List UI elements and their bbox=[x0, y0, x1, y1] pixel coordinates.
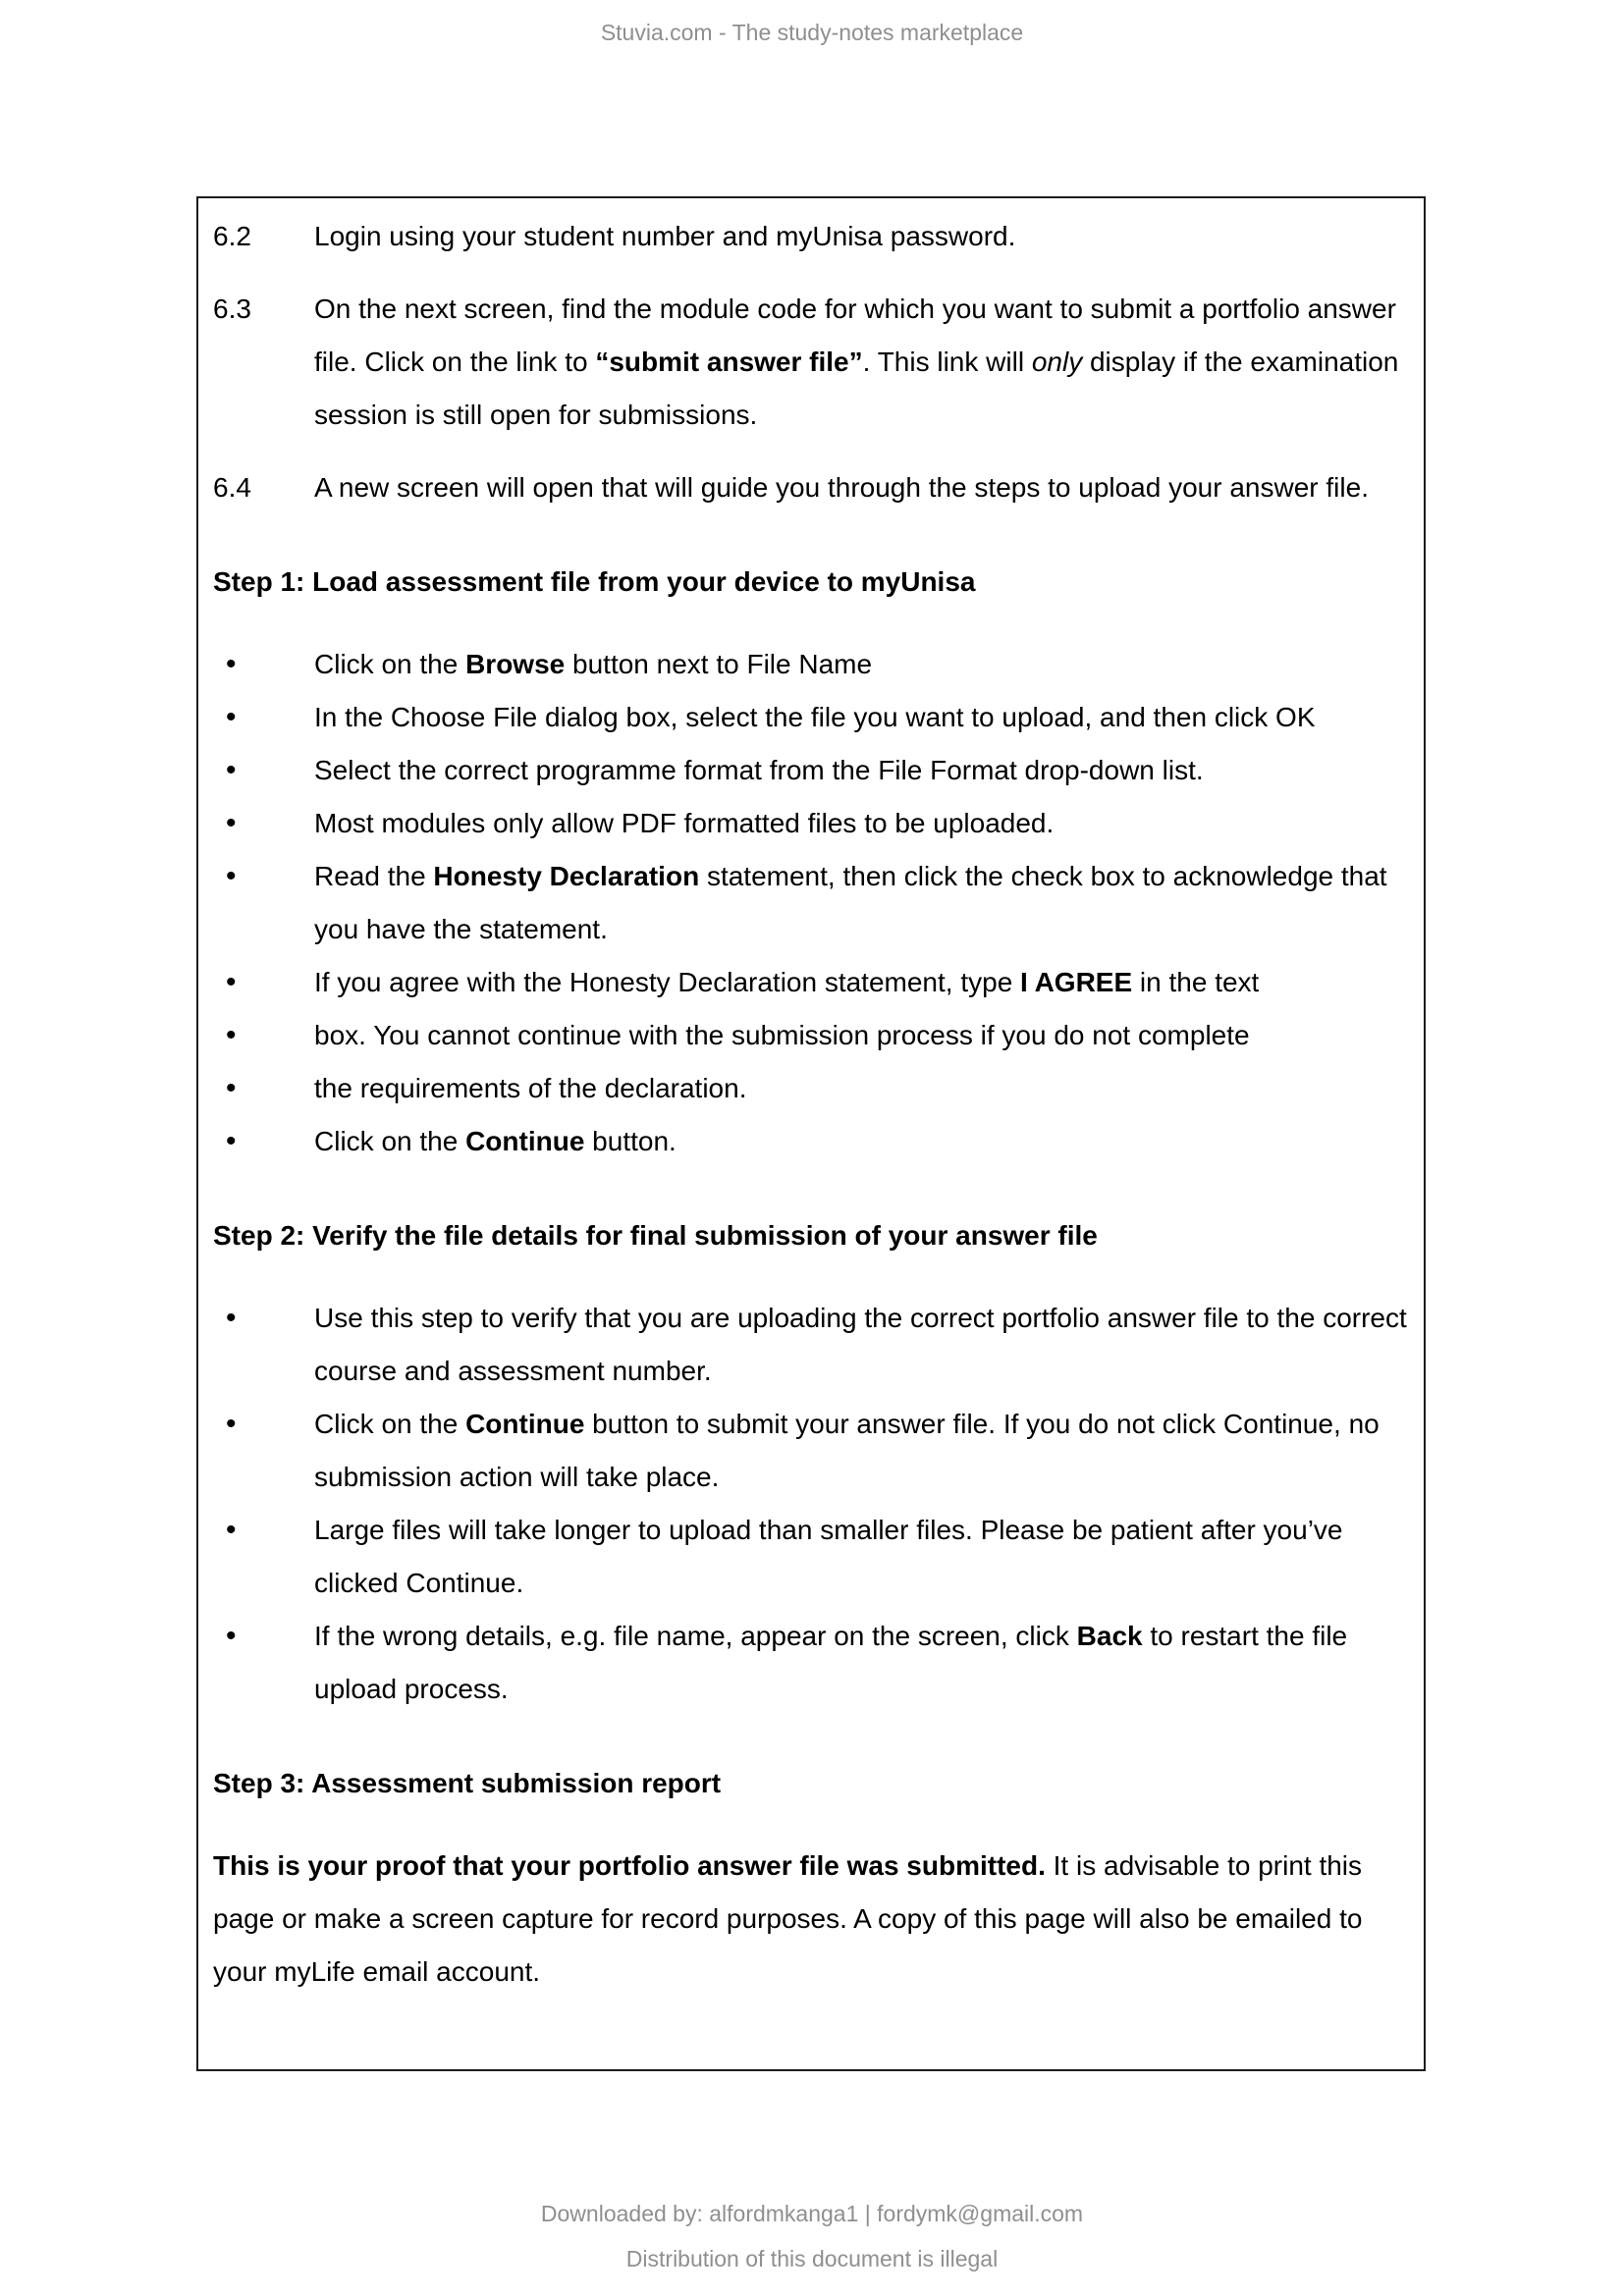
text-run: If you agree with the Honesty Declaration statement, type bbox=[314, 967, 1021, 997]
item-number: 6.3 bbox=[213, 294, 251, 324]
bullet-item bbox=[213, 1009, 1410, 1062]
text-run: button next to File Name bbox=[565, 649, 873, 679]
text-run: Continue bbox=[465, 1409, 585, 1439]
bullet-item bbox=[213, 1610, 1410, 1716]
page-header: Stuvia.com - The study-notes marketplace bbox=[600, 20, 1024, 45]
text-run: On the next screen, find the module code for which you want to submit a portfolio answer file. Click on the link to bbox=[314, 294, 1396, 377]
item-number: 6.2 bbox=[213, 221, 251, 251]
text-run: It is advisable to print this page or make a screen capture for record purposes. A copy of this page will also be emailed to your myLife email account. bbox=[213, 1850, 1363, 1987]
text-run: “submit answer file” bbox=[595, 347, 863, 377]
text-run: If the wrong details, e.g. file name, appear on the screen, click bbox=[314, 1621, 1077, 1651]
bullet-item bbox=[213, 1504, 1410, 1610]
bullet-item bbox=[213, 691, 1410, 744]
content-box bbox=[196, 196, 1426, 2071]
bullet-item bbox=[213, 744, 1410, 797]
closing-paragraph bbox=[213, 1840, 1410, 1999]
text-run: I AGREE bbox=[1020, 967, 1133, 997]
text-run: display if the examination session is still open for submissions. bbox=[314, 347, 1399, 430]
bullet-item bbox=[213, 638, 1410, 691]
section-heading: Step 1: Load assessment file from your device to myUnisa bbox=[213, 566, 976, 597]
numbered-item bbox=[213, 210, 1410, 263]
bullet-item bbox=[213, 956, 1410, 1009]
bullet-item bbox=[213, 1115, 1410, 1168]
text-run: button to submit your answer file. If you do not click Continue, no submission action will take place. bbox=[314, 1409, 1380, 1492]
section-heading: Step 2: Verify the file details for final submission of your answer file bbox=[213, 1220, 1098, 1251]
text-run: Most modules only allow PDF formatted files to be uploaded. bbox=[314, 808, 1055, 838]
text-run: to restart the file upload process. bbox=[314, 1621, 1348, 1704]
text-run: button. bbox=[584, 1126, 677, 1156]
bullet-item bbox=[213, 797, 1410, 850]
bullet-item bbox=[213, 1398, 1410, 1504]
text-run: Click on the bbox=[314, 1409, 466, 1439]
numbered-item bbox=[213, 283, 1410, 442]
text-run: Read the bbox=[314, 861, 434, 891]
footer-warning: Distribution of this document is illegal bbox=[625, 2246, 999, 2271]
text-run: in the text bbox=[1132, 967, 1260, 997]
item-number: 6.4 bbox=[213, 472, 251, 503]
text-run: Use this step to verify that you are uploading the correct portfolio answer file to the correct course and assessment number. bbox=[314, 1303, 1407, 1386]
text-run: statement, then click the check box to acknowledge that you have the statement. bbox=[314, 861, 1387, 944]
text-run: . This link will bbox=[862, 347, 1032, 377]
text-run: Select the correct programme format from the File Format drop-down list. bbox=[314, 755, 1204, 785]
bullet-item bbox=[213, 1062, 1410, 1115]
text-run: Honesty Declaration bbox=[433, 861, 700, 891]
bullet-item bbox=[213, 1292, 1410, 1398]
section-heading: Step 3: Assessment submission report bbox=[213, 1768, 722, 1798]
text-run: Browse bbox=[465, 649, 566, 679]
text-run: A new screen will open that will guide you through the steps to upload your answer file. bbox=[314, 472, 1369, 503]
bullet-item bbox=[213, 850, 1410, 956]
text-run: Continue bbox=[465, 1126, 585, 1156]
text-run: only bbox=[1031, 347, 1083, 377]
text-run: This is your proof that your portfolio answer file was submitted. bbox=[213, 1850, 1046, 1881]
text-run: Click on the bbox=[314, 649, 466, 679]
text-run: Back bbox=[1076, 1621, 1143, 1651]
text-run: Login using your student number and myUnisa password. bbox=[314, 221, 1016, 251]
page-footer bbox=[0, 2191, 1624, 2281]
footer-downloaded-by: Downloaded by: alfordmkanga1 | fordymk@gmail.com bbox=[540, 2201, 1084, 2226]
text-run: Large files will take longer to upload than smaller files. Please be patient after you’ve clicked Continue. bbox=[314, 1515, 1343, 1598]
text-run: In the Choose File dialog box, select the file you want to upload, and then click OK bbox=[314, 702, 1316, 732]
text-run: box. You cannot continue with the submission process if you do not complete bbox=[314, 1020, 1250, 1050]
numbered-item bbox=[213, 461, 1410, 514]
text-run: Click on the bbox=[314, 1126, 466, 1156]
text-run: the requirements of the declaration. bbox=[314, 1073, 747, 1103]
